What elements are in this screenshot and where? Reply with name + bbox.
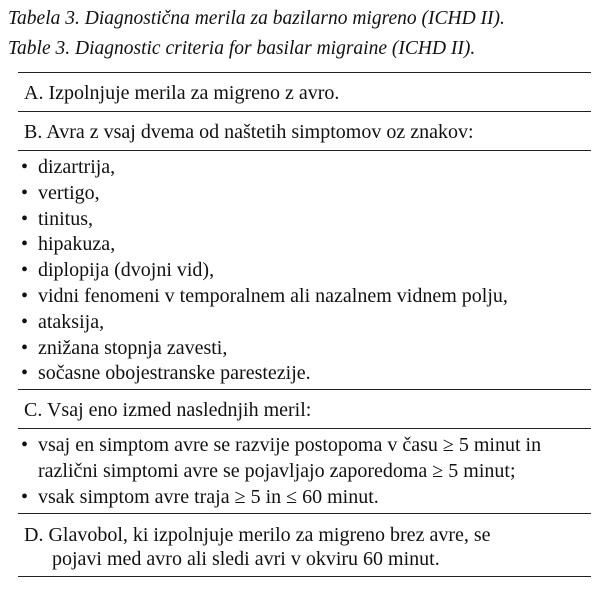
list-item: • vertigo, [18,181,591,207]
table-bottom-rule [18,576,591,577]
bullet-icon: • [21,485,29,508]
list-item: • vsaj en simptom avre se razvije postopoma v času ≥ 5 minut in različni simptomi avre se pojavljajo zaporedoma ≥ 5 minut; [21,434,542,482]
bullet-icon: • [21,207,29,230]
criterion-b-list [18,151,591,389]
criterion-a: A. Izpolnjuje merila za migreno z avro. [24,82,340,104]
criterion-c: C. Vsaj eno izmed naslednjih meril: [24,399,312,422]
list-item: • tinitus, [18,207,591,233]
list-item: • hipakuza, [18,232,591,258]
criterion-d-line1: D. Glavobol, ki izpolnjuje merilo za migreno brez avre, se [24,523,491,546]
criterion-c-list [18,429,591,512]
bullet-icon: • [21,259,29,282]
caption-slovene: Tabela 3. Diagnostična merila za bazilarno migreno (ICHD II). [8,8,505,29]
bullet-icon: • [21,362,29,385]
list-item: • sočasne obojestranske parestezije. [18,361,591,387]
list-item: • vsak simptom avre traja ≥ 5 in ≤ 60 minut. [18,485,591,511]
criterion-d-line2: pojavi med avro ali sledi avri v okviru 60 minut. [52,548,440,571]
table-captions [8,4,592,64]
bullet-icon: • [21,310,29,333]
caption-english: Table 3. Diagnostic criteria for basilar migraine (ICHD II). [8,38,476,59]
list-item: • ataksija, [18,310,591,336]
criteria-table [18,72,591,577]
bullet-icon: • [21,434,29,457]
bullet-icon: • [21,284,29,307]
bullet-icon: • [21,233,29,256]
list-item: • diplopija (dvojni vid), [18,258,591,284]
list-item: • znižana stopnja zavesti, [18,336,591,362]
list-item: • vidni fenomeni v temporalnem ali nazalnem vidnem polju, [18,284,591,310]
bullet-icon: • [21,181,29,204]
bullet-icon: • [21,156,29,178]
criterion-d [18,514,591,576]
criterion-b: B. Avra z vsaj dvema od naštetih simptomov oz znakov: [24,121,474,143]
bullet-icon: • [21,336,29,359]
list-item: • dizartrija, [18,155,591,181]
